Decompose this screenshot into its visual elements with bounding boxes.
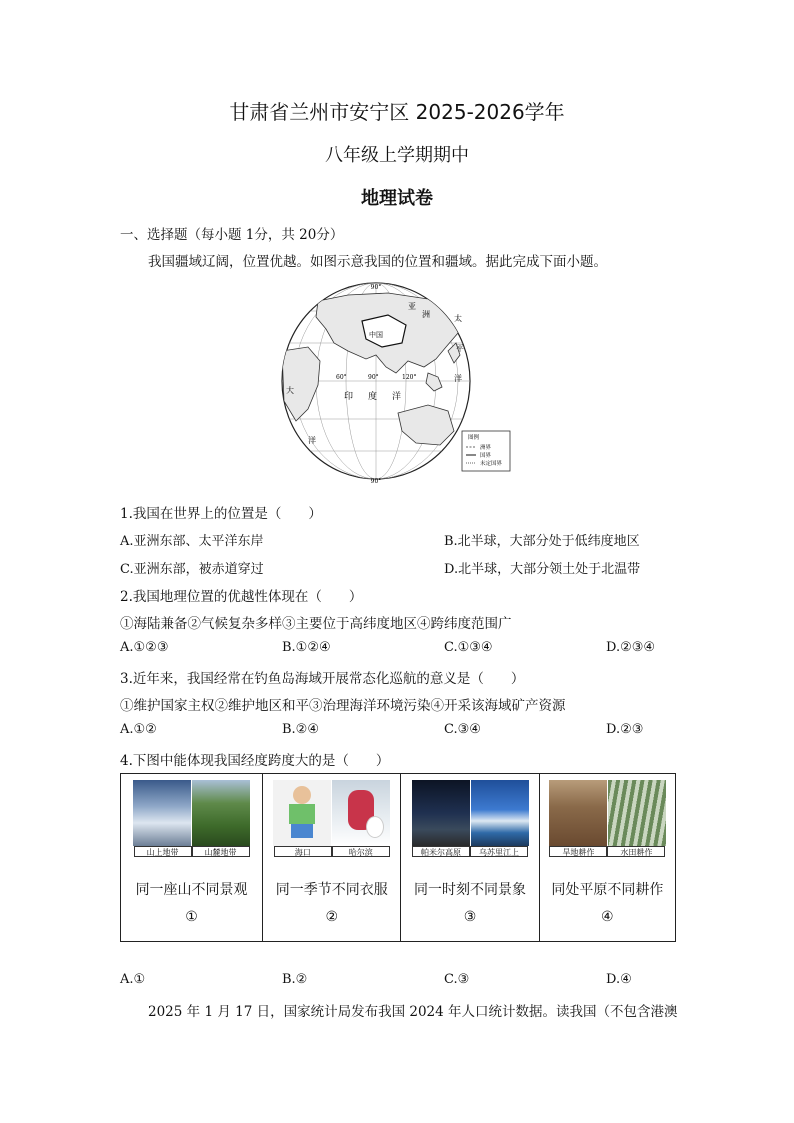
q2-option-b[interactable]: B.①②④: [282, 640, 331, 655]
question-4-image-table: [120, 773, 676, 942]
q3-option-d[interactable]: D.②③: [606, 722, 644, 737]
q3-option-c[interactable]: C.③④: [444, 722, 481, 737]
label-pacific3: 洋: [454, 374, 462, 383]
cell-number: ④: [601, 909, 614, 925]
exam-title-line3: 地理试卷: [361, 188, 433, 209]
label-asia: 亚: [408, 302, 416, 311]
caption: 山上地带: [134, 846, 192, 857]
photo-mountain-top: [133, 780, 191, 846]
next-passage-intro: 2025 年 1 月 17 日，国家统计局发布我国 2024 年人口统计数据。读我国（不包含港澳: [148, 1004, 678, 1020]
cell-label: 同处平原不同耕作: [551, 882, 664, 898]
q2-option-c[interactable]: C.①③④: [444, 640, 493, 655]
photo-ussuri-day: [471, 780, 529, 846]
cell-label: 同一时刻不同景象: [414, 882, 527, 898]
label-indian3: 洋: [392, 392, 402, 402]
question-3-statements: ①维护国家主权②维护地区和平③治理海洋环境污染④开采该海域矿产资源: [120, 698, 566, 714]
label-bottom-deg: 90°: [370, 478, 382, 485]
q3-option-b[interactable]: B.②④: [282, 722, 319, 737]
question-1-stem: 1.我国在世界上的位置是（ ）: [120, 506, 322, 522]
photo-pamir-night: [412, 780, 470, 846]
label-deg-60: 60°: [336, 374, 347, 381]
caption: 山麓地带: [192, 846, 250, 857]
question-2-stem: 2.我国地理位置的优越性体现在（ ）: [120, 589, 363, 605]
q4-option-a[interactable]: A.①: [120, 972, 146, 987]
label-deg-90: 90°: [368, 374, 379, 381]
legend-title: 图例: [468, 435, 480, 441]
label-big: 大: [286, 386, 294, 395]
q4-option-d[interactable]: D.④: [606, 972, 632, 987]
q2-option-a[interactable]: A.①②③: [120, 640, 169, 655]
q3-option-a[interactable]: A.①②: [120, 722, 157, 737]
legend-item-1: 洲界: [480, 445, 492, 451]
q1-option-a[interactable]: A.亚洲东部、太平洋东岸: [120, 534, 264, 549]
photo-paddy-farming: [608, 780, 666, 846]
table-cell-3: [401, 774, 539, 942]
table-cell-4: [539, 774, 675, 942]
table-cell-2: [263, 774, 401, 942]
label-indian2: 度: [368, 392, 378, 402]
label-deg-120: 120°: [402, 374, 417, 381]
label-indian1: 印: [344, 392, 354, 402]
caption: 水田耕作: [607, 846, 665, 857]
q4-option-c[interactable]: C.③: [444, 972, 470, 987]
q4-option-b[interactable]: B.②: [282, 972, 308, 987]
photo-harbin-child: [332, 780, 390, 846]
label-pacific1: 太: [454, 314, 462, 323]
label-pacific2: 平: [456, 344, 464, 353]
cell-label: 同一座山不同景观: [135, 882, 248, 898]
exam-title-line1: 甘肃省兰州市安宁区 2025-2026学年: [229, 100, 565, 124]
caption: 帕米尔高原: [412, 846, 470, 857]
legend-item-2: 国界: [480, 453, 492, 459]
q1-option-b[interactable]: B.北半球，大部分处于低纬度地区: [444, 534, 640, 549]
cell-label: 同一季节不同衣服: [275, 882, 388, 898]
label-china: 中国: [369, 331, 383, 339]
question-3-stem: 3.近年来，我国经常在钓鱼岛海域开展常态化巡航的意义是（ ）: [120, 671, 525, 687]
photo-haikou-child: [273, 780, 331, 846]
table-cell-1: [121, 774, 263, 942]
legend-item-3: 未定国界: [480, 461, 503, 467]
cell-number: ①: [185, 909, 198, 925]
photo-mountain-foot: [192, 780, 250, 846]
label-west-ocean: 洋: [308, 436, 316, 445]
cell-number: ②: [325, 909, 339, 925]
label-asia2: 洲: [422, 310, 430, 319]
label-top-deg: 90°: [370, 284, 382, 291]
cell-number: ③: [463, 909, 477, 925]
q2-option-d[interactable]: D.②③④: [606, 640, 656, 655]
caption: 海口: [274, 846, 332, 857]
exam-title-line2: 八年级上学期期中: [325, 145, 469, 166]
section-heading: 一、选择题（每小题 1分，共 20分）: [120, 227, 344, 243]
question-4-stem: 4.下图中能体现我国经度跨度大的是（ ）: [120, 753, 390, 769]
caption: 哈尔滨: [332, 846, 390, 857]
photo-dry-farming: [549, 780, 607, 846]
section-intro: 我国疆域辽阔，位置优越。如图示意我国的位置和疆域。据此完成下面小题。: [148, 254, 607, 270]
map-legend: [462, 431, 510, 471]
q1-option-d[interactable]: D.北半球，大部分领土处于北温带: [444, 562, 641, 577]
question-2-statements: ①海陆兼备②气候复杂多样③主要位于高纬度地区④跨纬度范围广: [120, 616, 512, 632]
globe-map: [278, 281, 512, 485]
caption: 旱地耕作: [549, 846, 607, 857]
caption: 乌苏里江上: [470, 846, 528, 857]
q1-option-c[interactable]: C.亚洲东部，被赤道穿过: [120, 562, 264, 577]
